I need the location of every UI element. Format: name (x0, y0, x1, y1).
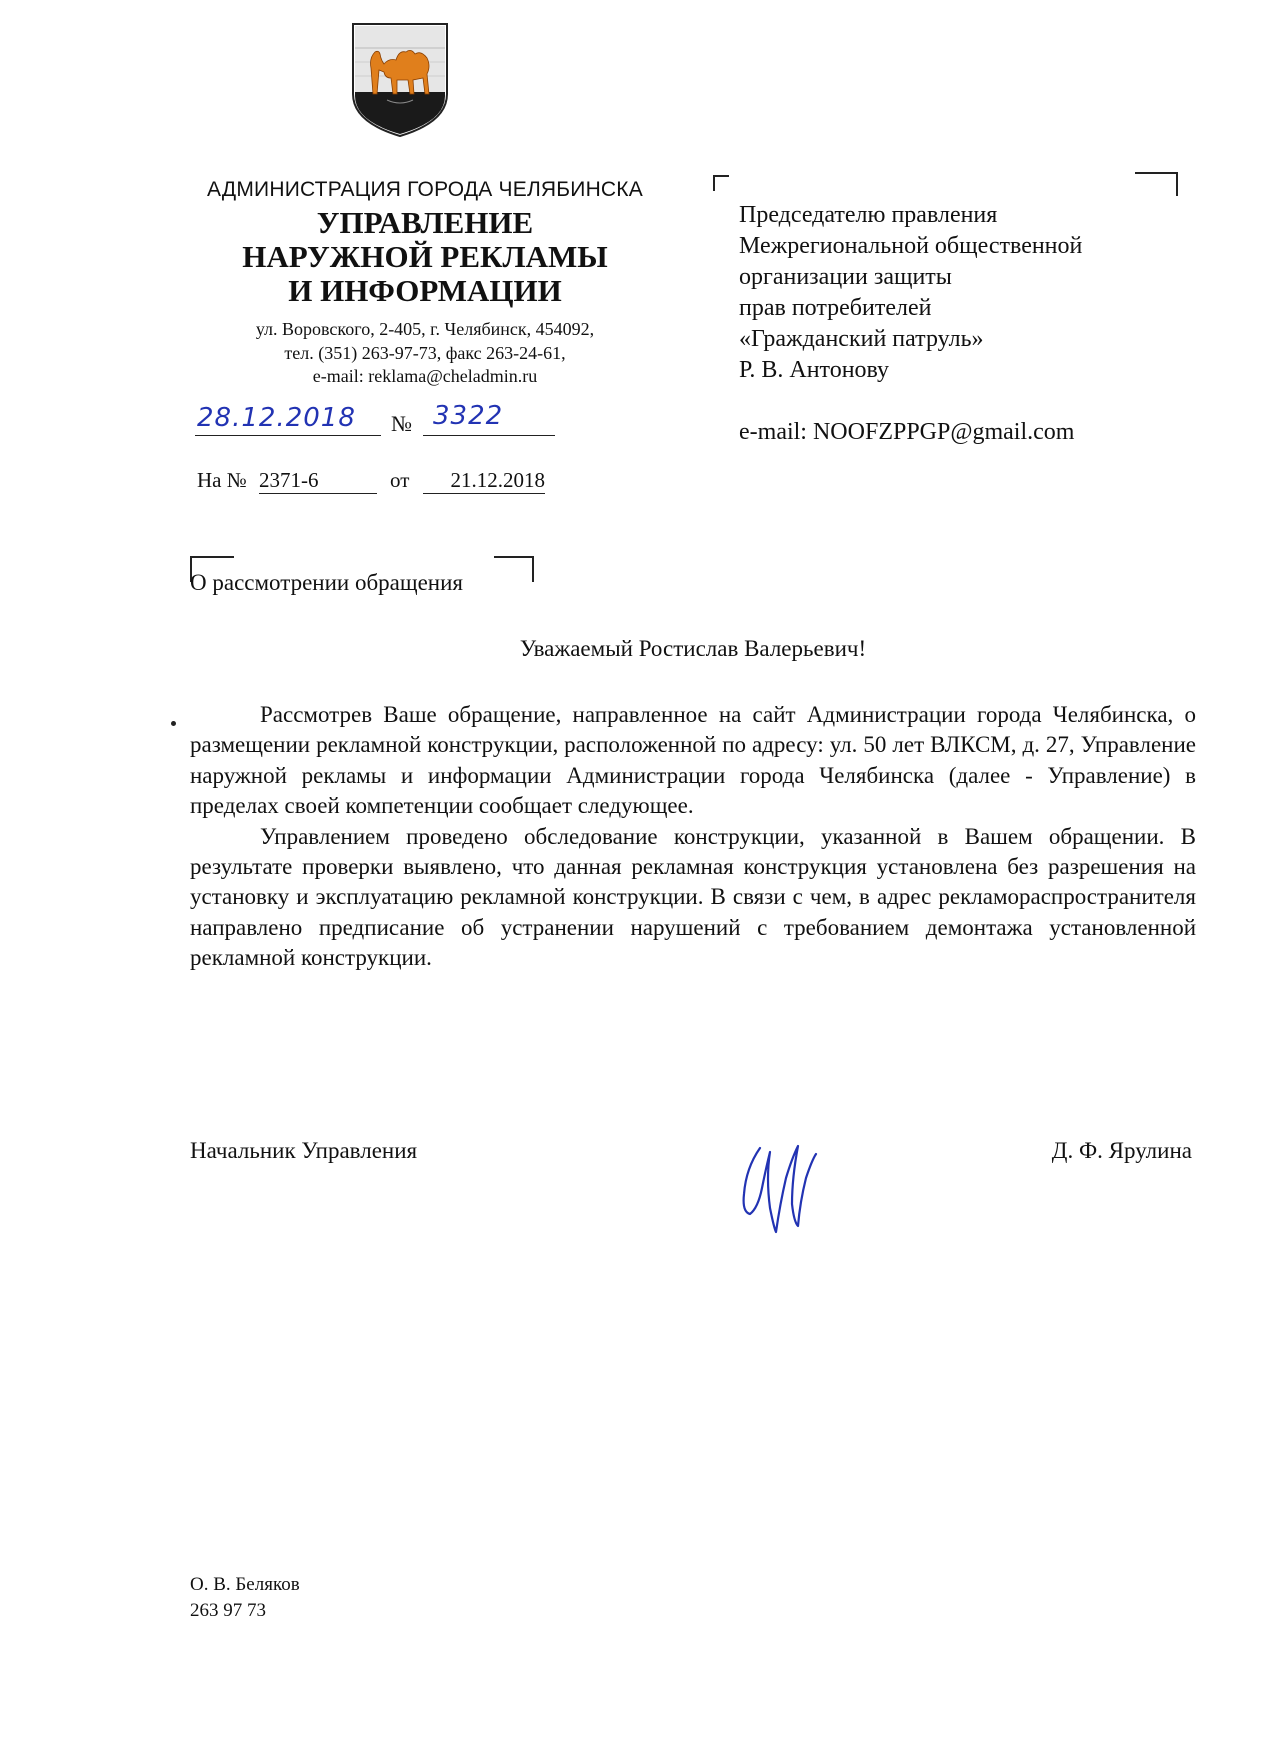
recipient-line: Межрегиональной общественной (739, 233, 1083, 259)
recipient-line: Р. В. Антонову (739, 357, 890, 383)
recipient-block (739, 200, 1219, 448)
outgoing-date: 28.12.2018 (197, 403, 356, 433)
reference-date: 21.12.2018 (423, 468, 545, 494)
outgoing-number: 3322 (433, 401, 504, 431)
admin-name: АДМИНИСТРАЦИЯ ГОРОДА ЧЕЛЯБИНСКА (207, 178, 643, 201)
reference-number: 2371-6 (259, 468, 377, 494)
recipient-corner-tr (1135, 172, 1178, 196)
recipient-gap (739, 386, 1219, 417)
outgoing-date-line (195, 435, 381, 436)
outgoing-registration (195, 403, 555, 443)
department-name (150, 206, 700, 308)
reference-prefix: На № (197, 468, 247, 492)
body-paragraph: Рассмотрев Ваше обращение, направленное на сайт Администрации города Челябинска, о размещении рекламной конструкции, расположенной по адресу: ул. 50 лет ВЛКСМ, д. 27, Управление наружной рекламы и информации Администрации города Челябинска (далее - Управление) в пределах своей компетенции сообщает следующее. (190, 702, 1196, 819)
department-line: НАРУЖНОЙ РЕКЛАМЫ (242, 239, 608, 274)
recipient-line: «Гражданский патруль» (739, 326, 984, 352)
subject-corner-tr (494, 556, 534, 582)
reference-line (195, 468, 555, 498)
handwritten-signature-icon (736, 1128, 826, 1238)
org-phones: тел. (351) 263-97-73, факс 263-24-61, (284, 342, 566, 363)
recipient-corner-tl (713, 175, 729, 191)
recipient-line: организации защиты (739, 264, 952, 290)
outgoing-number-label: № (391, 411, 412, 436)
department-line: УПРАВЛЕНИЕ (316, 205, 534, 240)
letter-subject: О рассмотрении обращения (190, 570, 463, 595)
signer-role: Начальник Управления (190, 1138, 418, 1163)
recipient-line: прав потребителей (739, 295, 932, 321)
executor-info (190, 1572, 300, 1624)
org-email: e-mail: reklama@cheladmin.ru (312, 366, 538, 386)
executor-name: О. В. Беляков (190, 1574, 300, 1595)
department-line: И ИНФОРМАЦИИ (288, 273, 562, 308)
outgoing-number-line (423, 435, 555, 436)
signer-name: Д. Ф. Ярулина (1051, 1138, 1192, 1163)
org-contacts (150, 318, 700, 389)
letter-greeting: Уважаемый Ростислав Валерьевич! (519, 636, 867, 661)
coat-of-arms-icon (351, 22, 449, 138)
reference-from-label: от (390, 468, 410, 492)
org-address: ул. Воровского, 2-405, г. Челябинск, 454092, (255, 319, 595, 339)
recipient-email: e-mail: NOOFZPPGP@gmail.com (739, 419, 1075, 445)
margin-dot (171, 721, 176, 726)
body-paragraph: Управлением проведено обследование конструкции, указанной в Вашем обращении. В результате проверки выявлено, что данная рекламная конструкция установлена без разрешения на установку и эксплуатацию рекламной конструкции. В связи с чем, в адрес рекламораспространителя направлено предписание об устранении нарушений с требованием демонтажа установленной рекламной конструкции. (190, 823, 1196, 971)
recipient-line: Председателю правления (739, 202, 998, 228)
executor-phone: 263 97 73 (190, 1600, 266, 1621)
letter-body (190, 700, 1196, 974)
